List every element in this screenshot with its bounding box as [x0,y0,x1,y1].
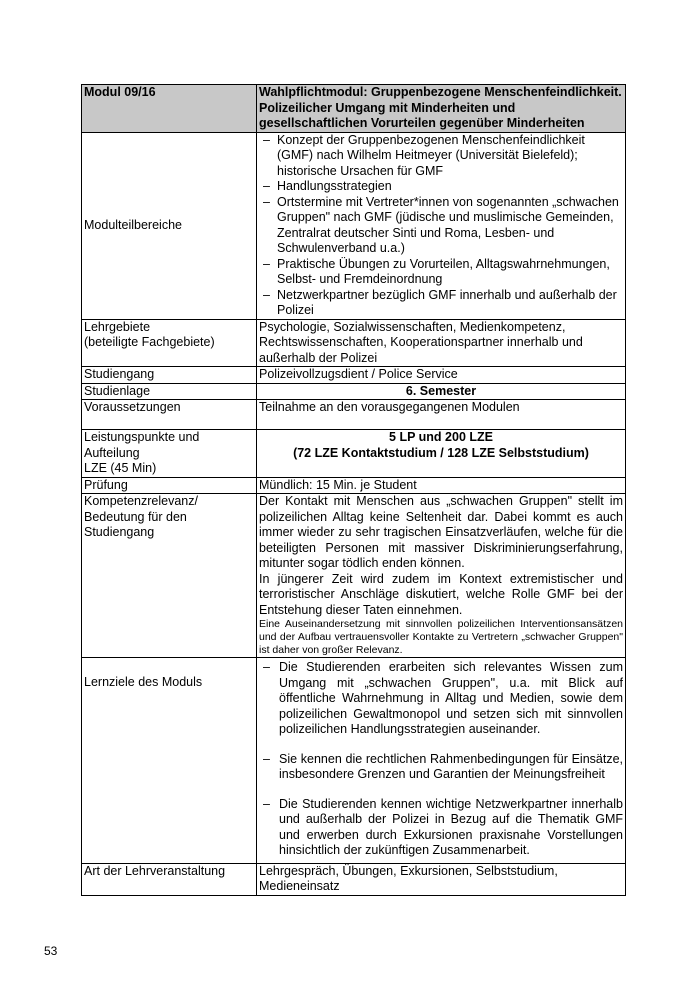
row-voraussetzungen [82,400,626,430]
label-pruefung: Prüfung [82,477,257,494]
kompetenz-paragraph-1: Der Kontakt mit Menschen aus „schwachen Gruppen" stellt im polizeilichen Alltag keine Seltenheit dar. Dabei kommt es auch immer wieder zu sehr tragischen Einsatzverläufen, welche für die beteiligten Personen mit massiver Diskriminierungserfahrung, mitunter sogar tödlich enden können. [259,494,623,570]
row-lernziele [82,658,626,864]
modulteilbereiche-list [259,133,623,319]
list-item: – Die Studierenden erarbeiten sich relevantes Wissen zum Umgang mit „schwachen Gruppen", u.a. mit Blick auf öffentliche Wahrnehmung in Alltag und Medien, sowie dem polizeilichen Gewaltmonopol und setzen sich mit sinnvollen polizeilichen Handlungsstrategien auseinander. [259,660,623,738]
label-leistungspunkte-line1: Leistungspunkte und Aufteilung [84,430,200,460]
value-modulteilbereiche [257,132,626,319]
label-lehrveranstaltung: Art der Lehrveranstaltung [82,863,257,895]
label-kompetenz [82,494,257,658]
value-lehrgebiete: Psychologie, Sozialwissenschaften, Medienkompetenz, Rechtswissenschaften, Kooperationspartner innerhalb und außerhalb der Polizei [257,319,626,367]
label-kompetenz-line1: Kompetenzrelevanz/ [84,494,198,508]
row-studienlage [82,383,626,400]
label-leistungspunkte [82,430,257,478]
list-item: – Ortstermine mit Vertreter*innen von sogenannten „schwachen Gruppen" nach GMF (jüdische und muslimische Gemeinden, Zentralrat deutscher Sinti und Roma, Lesben- und Schwulenverband u.a.) [259,195,623,257]
value-studienlage: 6. Semester [257,383,626,400]
list-item: – Netzwerkpartner bezüglich GMF innerhalb und außerhalb der Polizei [259,288,623,319]
kompetenz-paragraph-3: Eine Auseinandersetzung mit sinnvollen polizeilichen Interventionsansätzen und der Aufbau vertrauensvoller Kontakte zu Vertretern „schwacher Gruppen" ist daher von großer Relevanz. [259,618,623,656]
kompetenz-paragraph-2: In jüngerer Zeit wird zudem im Kontext extremistischer und terroristischer Anschläge diskutiert, welche Rolle GMF bei der Entstehung dieser Taten einnehmen. [259,571,623,617]
row-modulteilbereiche [82,132,626,319]
module-table [81,84,626,896]
value-studiengang: Polizeivollzugsdient / Police Service [257,367,626,384]
label-lehrgebiete-line1: Lehrgebiete [84,319,151,334]
row-studiengang [82,367,626,384]
list-item: – Praktische Übungen zu Vorurteilen, Alltagswahrnehmungen, Selbst- und Fremdeinordnung [259,257,623,288]
value-pruefung: Mündlich: 15 Min. je Student [257,477,626,494]
module-title: Wahlpflichtmodul: Gruppenbezogene Menschenfeindlichkeit. Polizeilicher Umgang mit Minderheiten und gesellschaftlichen Vorurteilen gegenüber Minderheiten [257,85,626,133]
list-item: – Die Studierenden kennen wichtige Netzwerkpartner innerhalb und außerhalb der Polizei in Bezug auf die Thematik GMF und erwerben durch Exkursionen praxisnahe Vorstellungen hinsichtlich der zukünftigen Zusammenarbeit. [259,797,623,859]
row-leistungspunkte [82,430,626,478]
list-item: – Konzept der Gruppenbezogenen Menschenfeindlichkeit (GMF) nach Wilhelm Heitmeyer (Universität Bielefeld); historische Ursachen für GMF [259,133,623,180]
label-leistungspunkte-line2: LZE (45 Min) [84,461,157,475]
module-number: Modul 09/16 [82,85,257,133]
row-lehrgebiete [82,319,626,367]
leistungspunkte-value2: (72 LZE Kontaktstudium / 128 LZE Selbststudium) [293,445,589,460]
value-lernziele [257,658,626,864]
lernziele-list [259,658,623,863]
label-kompetenz-line2: Bedeutung für den Studiengang [84,509,187,539]
value-kompetenz [257,494,626,658]
value-lehrveranstaltung: Lehrgespräch, Übungen, Exkursionen, Selbststudium, Medieneinsatz [257,863,626,895]
leistungspunkte-value1: 5 LP und 200 LZE [389,430,493,444]
value-leistungspunkte [257,430,626,478]
list-item: – Handlungsstrategien [259,179,623,195]
row-pruefung [82,477,626,494]
value-voraussetzungen: Teilnahme an den vorausgegangenen Modulen [257,400,626,430]
label-studiengang: Studiengang [82,367,257,384]
label-lehrgebiete-line2: (beteiligte Fachgebiete) [84,335,215,349]
row-lehrveranstaltung [82,863,626,895]
label-studienlage: Studienlage [82,383,257,400]
header-row [82,85,626,133]
row-kompetenz [82,494,626,658]
label-lehrgebiete [82,319,257,367]
label-voraussetzungen: Voraussetzungen [82,400,257,430]
label-lernziele: Lernziele des Moduls [82,658,257,864]
list-item: – Sie kennen die rechtlichen Rahmenbedingungen für Einsätze, insbesondere Grenzen und Garantien der Meinungsfreiheit [259,752,623,783]
label-modulteilbereiche: Modulteilbereiche [82,132,257,319]
page-number: 53 [44,944,58,958]
